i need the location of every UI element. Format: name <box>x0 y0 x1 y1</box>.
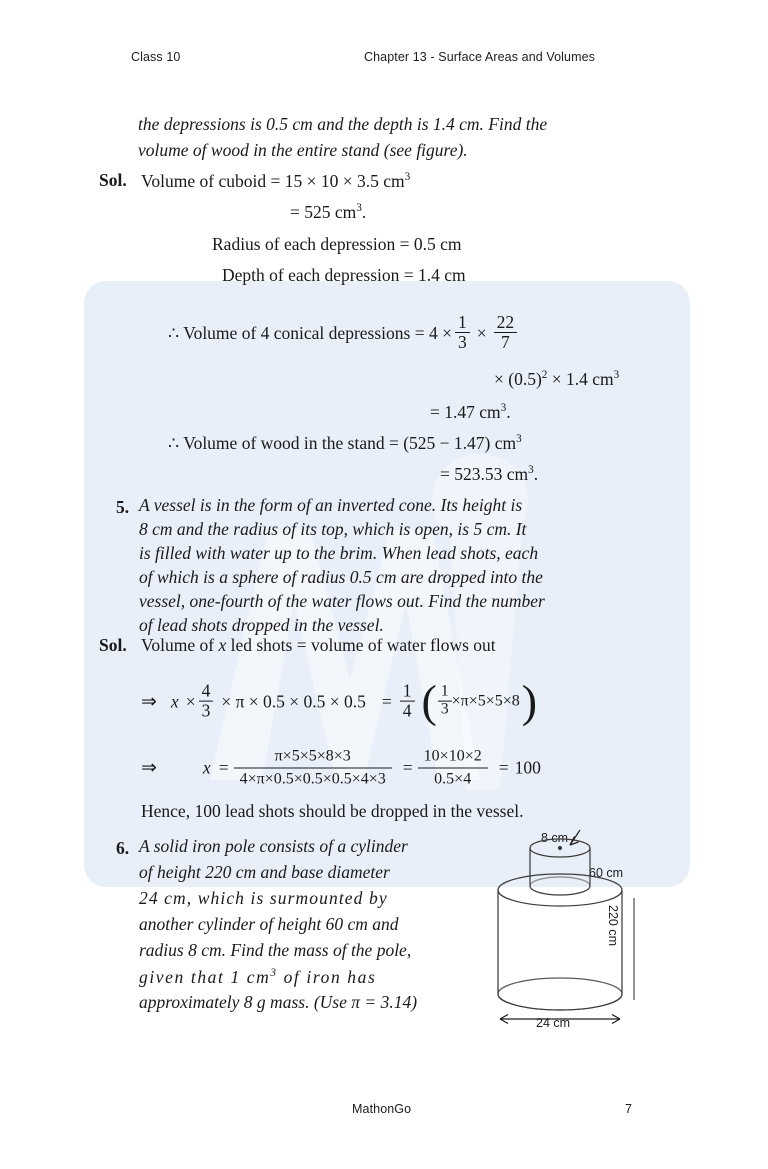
implies-arrow: ⇒ <box>141 757 157 779</box>
sol4-line-1 <box>141 172 410 190</box>
q6-line-6-a: given that 1 cm <box>139 966 271 987</box>
sol4-line-3: Radius of each depression = 0.5 cm <box>212 234 462 254</box>
sol4-line-7-tail: . <box>506 401 511 422</box>
multiply-sign: × <box>476 322 487 343</box>
sol5-variable-x: x <box>170 691 179 712</box>
fraction-big-right <box>418 747 488 790</box>
equals-sign: = <box>498 757 509 778</box>
figure-label-top-radius: 8 cm <box>541 831 569 845</box>
sol4-line-8 <box>168 434 522 452</box>
fraction-twentytwo-sevenths <box>494 313 518 352</box>
equals-sign: = <box>381 691 392 712</box>
q6-line-3: 24 cm, which is surmounted by <box>139 888 388 908</box>
sol5-eq1-rest: × π × 0.5 × 0.5 × 0.5 <box>221 691 366 712</box>
q5-line-5: vessel, one-fourth of the water flows out. Find the number <box>139 591 545 611</box>
q5-line-2: 8 cm and the radius of its top, which is open, is 5 cm. It <box>139 519 527 539</box>
fraction-denominator: 0.5×4 <box>418 768 488 790</box>
sol5-label: Sol. <box>99 635 127 655</box>
q5-line-6: of lead shots dropped in the vessel. <box>139 615 384 635</box>
fraction-four-thirds <box>199 682 214 721</box>
figure-label-base-height: 220 cm <box>606 905 620 946</box>
sol5-eq1-inner-rest: ×π×5×5×8 <box>451 693 520 710</box>
sol5-result: 100 <box>514 757 541 778</box>
sol4-conical-prefix: ∴ Volume of 4 conical depressions = 4 × <box>168 322 452 343</box>
sol5-equation-1 <box>141 675 538 727</box>
header-class: Class 10 <box>131 50 181 64</box>
q4-tail-line-1: the depressions is 0.5 cm and the depth is 1.4 cm. Find the <box>138 114 548 134</box>
sol4-line-1-sup: 3 <box>404 171 411 183</box>
fraction-one-third <box>438 684 452 718</box>
q6-line-2: of height 220 cm and base diameter <box>139 862 390 882</box>
center-dot <box>558 846 562 850</box>
sol4-line-6-sup2: 3 <box>613 369 620 381</box>
sol4-line-9 <box>440 465 538 483</box>
sol4-line-9-sup: 3 <box>528 464 534 476</box>
fraction-numerator: π×5×5×8×3 <box>274 747 351 765</box>
sol5-variable-x: x <box>218 635 227 655</box>
fraction-big-left <box>234 747 392 790</box>
implies-arrow: ⇒ <box>141 691 157 713</box>
header-chapter: Chapter 13 - Surface Areas and Volumes <box>364 50 596 64</box>
sol4-line-1-text: Volume of cuboid = 15 × 10 × 3.5 cm <box>141 170 405 191</box>
fraction-one-quarter <box>400 682 415 721</box>
sol5-line-1 <box>141 637 496 655</box>
open-paren: ( <box>421 675 437 727</box>
sol4-line-2-sup: 3 <box>356 202 362 214</box>
q5-line-4: of which is a sphere of radius 0.5 cm are dropped into the <box>139 567 543 587</box>
sol4-line-6-text: × (0.5) <box>494 368 542 389</box>
sol4-line-4: Depth of each depression = 1.4 cm <box>222 265 466 285</box>
sol5-conclusion: Hence, 100 lead shots should be dropped in the vessel. <box>141 801 524 821</box>
equals-sign: = <box>402 757 413 778</box>
multiply-sign: × <box>185 691 196 712</box>
sol4-line-8-text: ∴ Volume of wood in the stand = (525 − 1.47) cm <box>168 432 517 453</box>
footer-page-number: 7 <box>625 1102 633 1116</box>
sol5-line-1-a: Volume of <box>141 635 219 655</box>
sol4-line-2-text: = 525 cm <box>290 201 357 222</box>
q6-line-4: another cylinder of height 60 cm and <box>139 914 399 934</box>
sol5-equation-2 <box>141 747 541 790</box>
sol4-line-2 <box>290 203 366 221</box>
fraction-numerator: 22 <box>496 312 515 332</box>
fraction-numerator: 10×10×2 <box>423 747 482 765</box>
figure-label-base-diameter: 24 cm <box>536 1016 571 1030</box>
fraction-numerator: 1 <box>440 682 449 700</box>
footer-brand: MathonGo <box>352 1102 412 1116</box>
sol4-line-9-text: = 523.53 cm <box>440 463 529 484</box>
iron-pole-figure <box>488 824 688 1046</box>
equals-sign: = <box>218 757 229 778</box>
q6-line-5: radius 8 cm. Find the mass of the pole, <box>139 940 412 960</box>
sol4-conical-equation <box>168 314 520 353</box>
fraction-denominator: 4×π×0.5×0.5×0.5×4×3 <box>234 768 392 790</box>
sol4-line-2-tail: . <box>361 201 367 222</box>
fraction-denominator: 3 <box>199 701 214 721</box>
fraction-denominator: 7 <box>494 332 518 352</box>
sol4-label: Sol. <box>99 170 127 190</box>
sol4-line-8-sup: 3 <box>516 433 522 445</box>
q6-line-6 <box>139 968 376 986</box>
sol5-variable-x: x <box>202 757 211 778</box>
q4-tail-line-2: volume of wood in the entire stand (see figure). <box>138 140 468 160</box>
sol4-line-7 <box>430 403 511 421</box>
fraction-denominator: 3 <box>455 332 470 352</box>
fraction-numerator: 4 <box>201 680 211 701</box>
fraction-numerator: 1 <box>402 680 412 701</box>
sol5-line-1-b: led shots = volume of water flows out <box>226 635 496 655</box>
sol4-line-7-sup: 3 <box>500 402 507 414</box>
question-6-number: 6. <box>116 838 130 858</box>
q6-line-7: approximately 8 g mass. (Use π = 3.14) <box>139 992 418 1012</box>
q5-line-3: is filled with water up to the brim. When lead shots, each <box>139 543 539 563</box>
q5-line-1: A vessel is in the form of an inverted cone. Its height is <box>139 495 523 515</box>
question-5-number: 5. <box>116 497 130 517</box>
sol4-line-6 <box>494 370 619 388</box>
sol4-line-7-text: = 1.47 cm <box>430 401 501 422</box>
q6-line-6-sup: 3 <box>270 967 278 979</box>
q6-line-1: A solid iron pole consists of a cylinder <box>139 836 408 856</box>
fraction-numerator: 1 <box>457 312 467 332</box>
fraction-one-third <box>455 313 470 352</box>
sol4-line-9-tail: . <box>533 463 539 484</box>
fraction-denominator: 4 <box>400 701 415 721</box>
figure-label-top-height: 60 cm <box>589 866 624 880</box>
q6-line-6-b: of iron has <box>277 966 377 987</box>
fraction-denominator: 3 <box>438 701 452 719</box>
close-paren: ) <box>521 675 538 727</box>
sol4-line-6-mid: × 1.4 cm <box>547 368 614 389</box>
sol4-line-6-sup1: 2 <box>541 369 548 381</box>
